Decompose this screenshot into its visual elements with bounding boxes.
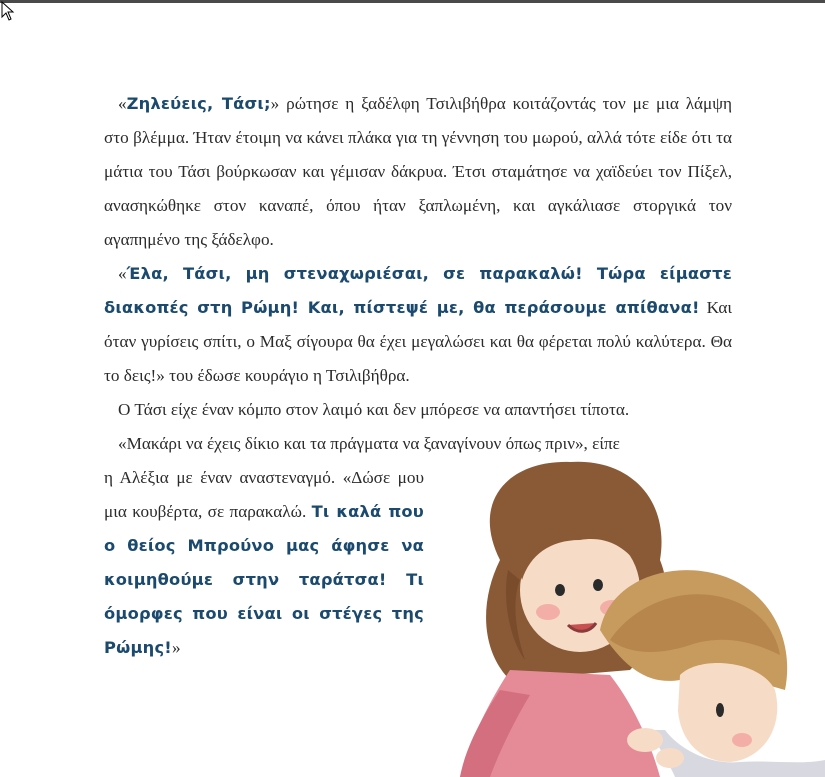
paragraph-1: «Ζηλεύεις, Τάσι;» ρώτησε η ξαδέλφη Τσιλιβήθρα κοιτάζοντάς τον με μια λάμψη στο βλέμμα. Ήταν έτοιμη να κάνει πλάκα για τη γέννηση του μωρού, αλλά τότε είδε ότι τα μάτια του Τάσι βούρκωσαν και γέμισαν δάκρυα. Έτσι σταμάτησε να χαϊδεύει τον Πίξελ, ανασηκώθηκε στον καναπέ, όπου ήταν ξαπλωμένη, και αγκάλιασε στοργικά τον αγαπημένο της ξάδελφο. <box>104 94 732 249</box>
dialogue-highlight: Έλα, Τάσι, μη στεναχωριέσαι, σε παρακαλώ! Τώρα είμαστε διακοπές στη Ρώμη! Και, πίστεψέ με, θα περάσουμε απίθανα! <box>104 264 732 317</box>
paragraph-3: Ο Τάσι είχε έναν κόμπο στον λαιμό και δεν μπόρεσε να απαντήσει τίποτα. <box>118 400 630 419</box>
dialogue-highlight: Τι καλά που ο θείος Μπρούνο μας άφησε να κοιμηθούμε στην ταράτσα! Τι όμορφες που είναι οι στέγες της Ρώμης! <box>104 502 424 657</box>
paragraph-5: η Αλέξια με έναν αναστεναγμό. «Δώσε μου μια κουβέρτα, σε παρακαλώ. Τι καλά που ο θείος Μπρούνο μας άφησε να κοιμηθούμε στην ταράτσα! Τι όμορφες που είναι οι στέγες της Ρώμης!» <box>104 468 424 657</box>
paragraph-2: «Έλα, Τάσι, μη στεναχωριέσαι, σε παρακαλώ! Τώρα είμαστε διακοπές στη Ρώμη! Και, πίστεψέ με, θα περάσουμε απίθανα! Και όταν γυρίσεις σπίτι, ο Μαξ σίγουρα θα έχει μεγαλώσει και θα φέρεται πολύ καλύτερα. Θα το δεις!» του έδωσε κουράγιο η Τσιλιβήθρα. <box>104 264 732 385</box>
dialogue-highlight: Ζηλεύεις, Τάσι; <box>126 94 271 113</box>
paragraph-4: «Μακάρι να έχεις δίκιο και τα πράγματα να ξαναγίνουν όπως πριν», είπε <box>118 434 620 453</box>
girl-hugging-boy-illustration <box>430 440 825 777</box>
